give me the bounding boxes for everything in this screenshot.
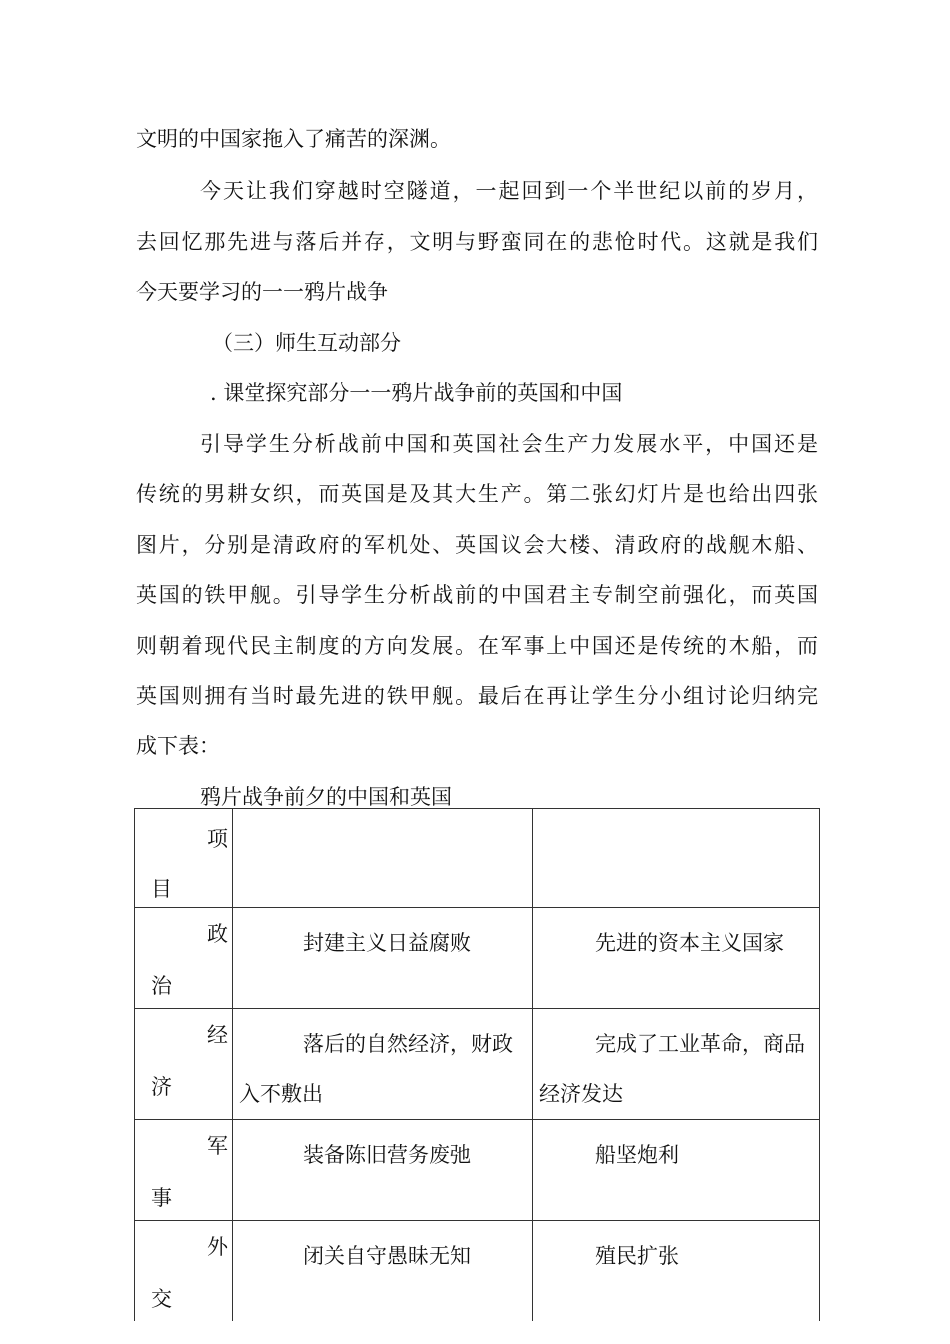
paragraph-guide-line7: 成下表： <box>136 734 220 758</box>
header-item-top: 项 <box>207 827 228 851</box>
china-cell <box>233 1221 533 1322</box>
header-china-cell <box>233 809 533 908</box>
paragraph-guide-line4: 英国的铁甲舰。引导学生分析战前的中国君主专制空前强化，而英国 <box>136 583 818 607</box>
header-britain-cell <box>533 809 820 908</box>
header-item-bottom: 目 <box>151 877 172 901</box>
britain-text: 完成了工业革命，商品经济发达 <box>539 1032 805 1106</box>
comparison-table <box>134 808 820 1321</box>
britain-cell <box>533 1120 820 1221</box>
table-row <box>135 1221 820 1322</box>
china-cell <box>233 1120 533 1221</box>
paragraph-guide-line3: 图片，分别是清政府的军机处、英国议会大楼、清政府的战舰木船、 <box>136 533 818 557</box>
section-heading-interaction: （三）师生互动部分 <box>212 331 401 355</box>
paragraph-guide-line5: 则朝着现代民主制度的方向发展。在军事上中国还是传统的木船，而 <box>136 634 818 658</box>
china-cell <box>233 908 533 1009</box>
row-label-cell <box>135 1009 233 1120</box>
britain-cell <box>533 1009 820 1120</box>
table-row <box>135 908 820 1009</box>
britain-cell <box>533 1221 820 1322</box>
table-caption: 鸦片战争前夕的中国和英国 <box>200 785 452 809</box>
britain-cell <box>533 908 820 1009</box>
row-label-bottom: 事 <box>151 1186 172 1210</box>
subheading-inquiry: . 课堂探究部分一一鸦片战争前的英国和中国 <box>210 381 623 405</box>
row-label-top: 政 <box>207 922 228 946</box>
china-text: 落后的自然经济，财政入不敷出 <box>239 1032 513 1106</box>
header-item-cell <box>135 809 233 908</box>
row-label-bottom: 治 <box>151 974 172 998</box>
row-label-cell <box>135 908 233 1009</box>
row-label-top: 军 <box>207 1134 228 1158</box>
row-label-cell <box>135 1120 233 1221</box>
table-row <box>135 1120 820 1221</box>
paragraph-time-tunnel-line1: 今天让我们穿越时空隧道，一起回到一个半世纪以前的岁月， <box>200 179 818 203</box>
britain-text: 船坚炮利 <box>595 1143 679 1167</box>
britain-text: 先进的资本主义国家 <box>595 931 784 955</box>
paragraph-time-tunnel-line3: 今天要学习的一一鸦片战争 <box>136 280 388 304</box>
china-text: 闭关自守愚昧无知 <box>303 1244 471 1268</box>
paragraph-time-tunnel-line2: 去回忆那先进与落后并存，文明与野蛮同在的悲怆时代。这就是我们 <box>136 230 818 254</box>
paragraph-guide-line1: 引导学生分析战前中国和英国社会生产力发展水平，中国还是 <box>200 432 818 456</box>
table-header-row <box>135 809 820 908</box>
row-label-cell <box>135 1221 233 1322</box>
row-label-bottom: 济 <box>151 1075 172 1099</box>
china-text: 装备陈旧营务废弛 <box>303 1143 471 1167</box>
britain-text: 殖民扩张 <box>595 1244 679 1268</box>
row-label-bottom: 交 <box>151 1287 172 1311</box>
row-label-top: 经 <box>207 1023 228 1047</box>
paragraph-guide-line6: 英国则拥有当时最先进的铁甲舰。最后在再让学生分小组讨论归纳完 <box>136 684 818 708</box>
table-row <box>135 1009 820 1120</box>
row-label-top: 外 <box>207 1235 228 1259</box>
paragraph-intro-end: 文明的中国家拖入了痛苦的深渊。 <box>136 127 451 151</box>
china-text: 封建主义日益腐败 <box>303 931 471 955</box>
paragraph-guide-line2: 传统的男耕女织，而英国是及其大生产。第二张幻灯片是也给出四张 <box>136 482 818 506</box>
china-cell <box>233 1009 533 1120</box>
